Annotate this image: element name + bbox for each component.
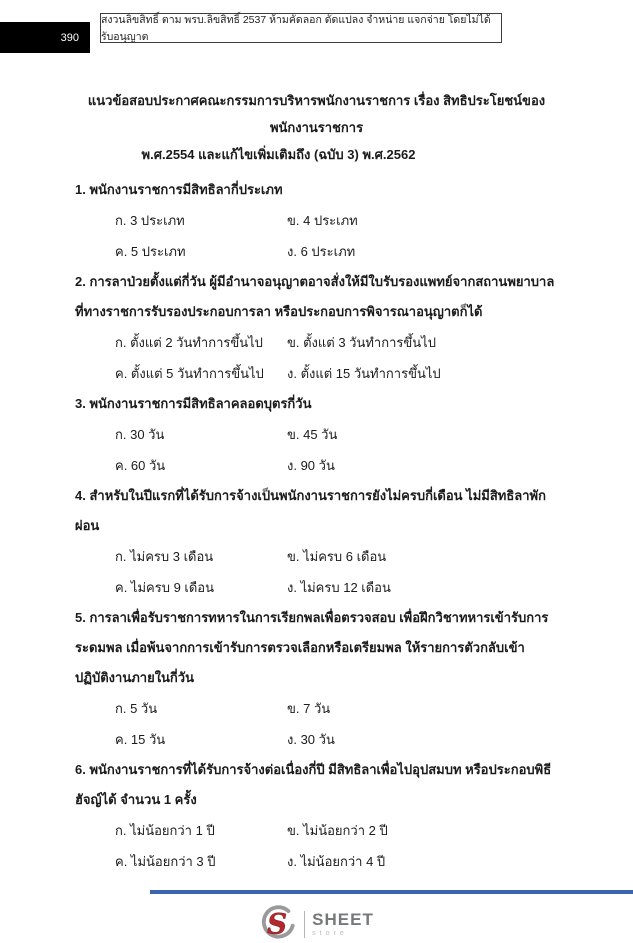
logo-s-icon [259,905,297,943]
svg-text:S: S [267,907,288,941]
document-body [0,87,621,943]
option-item: ข. ไม่น้อยกว่า 2 ปี [287,823,388,838]
option-item: ก. ไม่น้อยกว่า 1 ปี [115,823,215,838]
page-header [0,0,621,53]
option-item: ก. 5 วัน [115,701,158,716]
question-options [75,541,558,603]
page-number: 390 [60,31,79,44]
page-footer [75,890,558,943]
question-list [75,175,558,877]
document-title-line2: พ.ศ.2554 และแก้ไขเพิ่มเติมถึง (ฉบับ 3) พ.ศ.2562 [141,147,416,162]
option-item: ก. 30 วัน [115,427,165,442]
question-block [75,755,558,877]
option-item: ข. 4 ประเภท [287,213,358,228]
question-options [75,419,558,481]
question-text: 5. การลาเพื่อรับราชการทหารในการเรียกพลเพื่อตรวจสอบ เพื่อฝึกวิชาทหารเข้ารับการระดมพล เมื่อพ้นจากการเข้ารับการตรวจเลือกหรือเตรียมพล ให้รายการตัวกลับเข้าปฏิบัติงานภายในกี่วัน [75,610,549,685]
option-item: ง. 90 วัน [287,458,335,473]
option-item: ค. ไม่ครบ 9 เดือน [115,580,214,595]
question-options [75,205,558,267]
option-item: ค. 60 วัน [115,458,166,473]
logo-subtext: store [312,929,348,937]
option-item: ข. 7 วัน [287,701,331,716]
option-item: ค. ไม่น้อยกว่า 3 ปี [115,854,216,869]
logo-wordmark [312,911,374,938]
option-item: ง. ไม่ครบ 12 เดือน [287,580,391,595]
question-text: 2. การลาป่วยตั้งแต่กี่วัน ผู้มีอำนาจอนุญาตอาจสั่งให้มีใบรับรองแพทย์จากสถานพยาบาลที่ทางราชการรับรองประกอบการลา หรือประกอบการพิจารณาอนุญาตก็ได้ [75,274,555,319]
blue-divider [150,890,633,894]
sheet-store-logo [75,905,558,943]
copyright-notice-box [100,13,502,43]
question-block [75,175,558,267]
option-item: ค. 5 ประเภท [115,244,186,259]
option-item: ค. ตั้งแต่ 5 วันทำการขึ้นไป [115,366,264,381]
option-item: ก. 3 ประเภท [115,213,185,228]
question-text: 3. พนักงานราชการมีสิทธิลาคลอดบุตรกี่วัน [75,396,312,411]
question-block [75,481,558,603]
copyright-notice: สงวนลิขสิทธิ์ ตาม พรบ.ลิขสิทธิ์ 2537 ห้ามคัดลอก ดัดแปลง จำหน่าย แจกจ่าย โดยไม่ได้รับอนุญาต [101,14,491,43]
question-text: 1. พนักงานราชการมีสิทธิลากี่ประเภท [75,182,283,197]
option-item: ง. ตั้งแต่ 15 วันทำการขึ้นไป [287,366,441,381]
document-title [75,87,558,168]
option-item: ก. ไม่ครบ 3 เดือน [115,549,214,564]
question-options [75,815,558,877]
option-item: ค. 15 วัน [115,732,166,747]
document-title-line1: แนวข้อสอบประกาศคณะกรรมการบริหารพนักงานราชการ เรื่อง สิทธิประโยชน์ของพนักงานราชการ [87,93,546,135]
question-block [75,389,558,481]
question-options [75,693,558,755]
question-block [75,603,558,755]
question-text: 6. พนักงานราชการที่ได้รับการจ้างต่อเนื่องกี่ปี มีสิทธิลาเพื่อไปอุปสมบท หรือประกอบพิธีฮัจญ์ได้ จำนวน 1 ครั้ง [75,762,552,807]
question-options [75,327,558,389]
option-item: ข. ตั้งแต่ 3 วันทำการขึ้นไป [287,335,436,350]
option-item: ข. 45 วัน [287,427,338,442]
page-number-badge [0,22,90,53]
option-item: ก. ตั้งแต่ 2 วันทำการขึ้นไป [115,335,263,350]
option-item: ง. 30 วัน [287,732,335,747]
option-item: ง. ไม่น้อยกว่า 4 ปี [287,854,386,869]
logo-divider [304,911,305,938]
logo-text: SHEET [312,909,374,929]
option-item: ข. ไม่ครบ 6 เดือน [287,549,387,564]
question-text: 4. สำหรับในปีแรกที่ได้รับการจ้างเป็นพนักงานราชการยังไม่ครบกี่เดือน ไม่มีสิทธิลาพักผ่อน [75,488,547,533]
option-item: ง. 6 ประเภท [287,244,356,259]
question-block [75,267,558,389]
